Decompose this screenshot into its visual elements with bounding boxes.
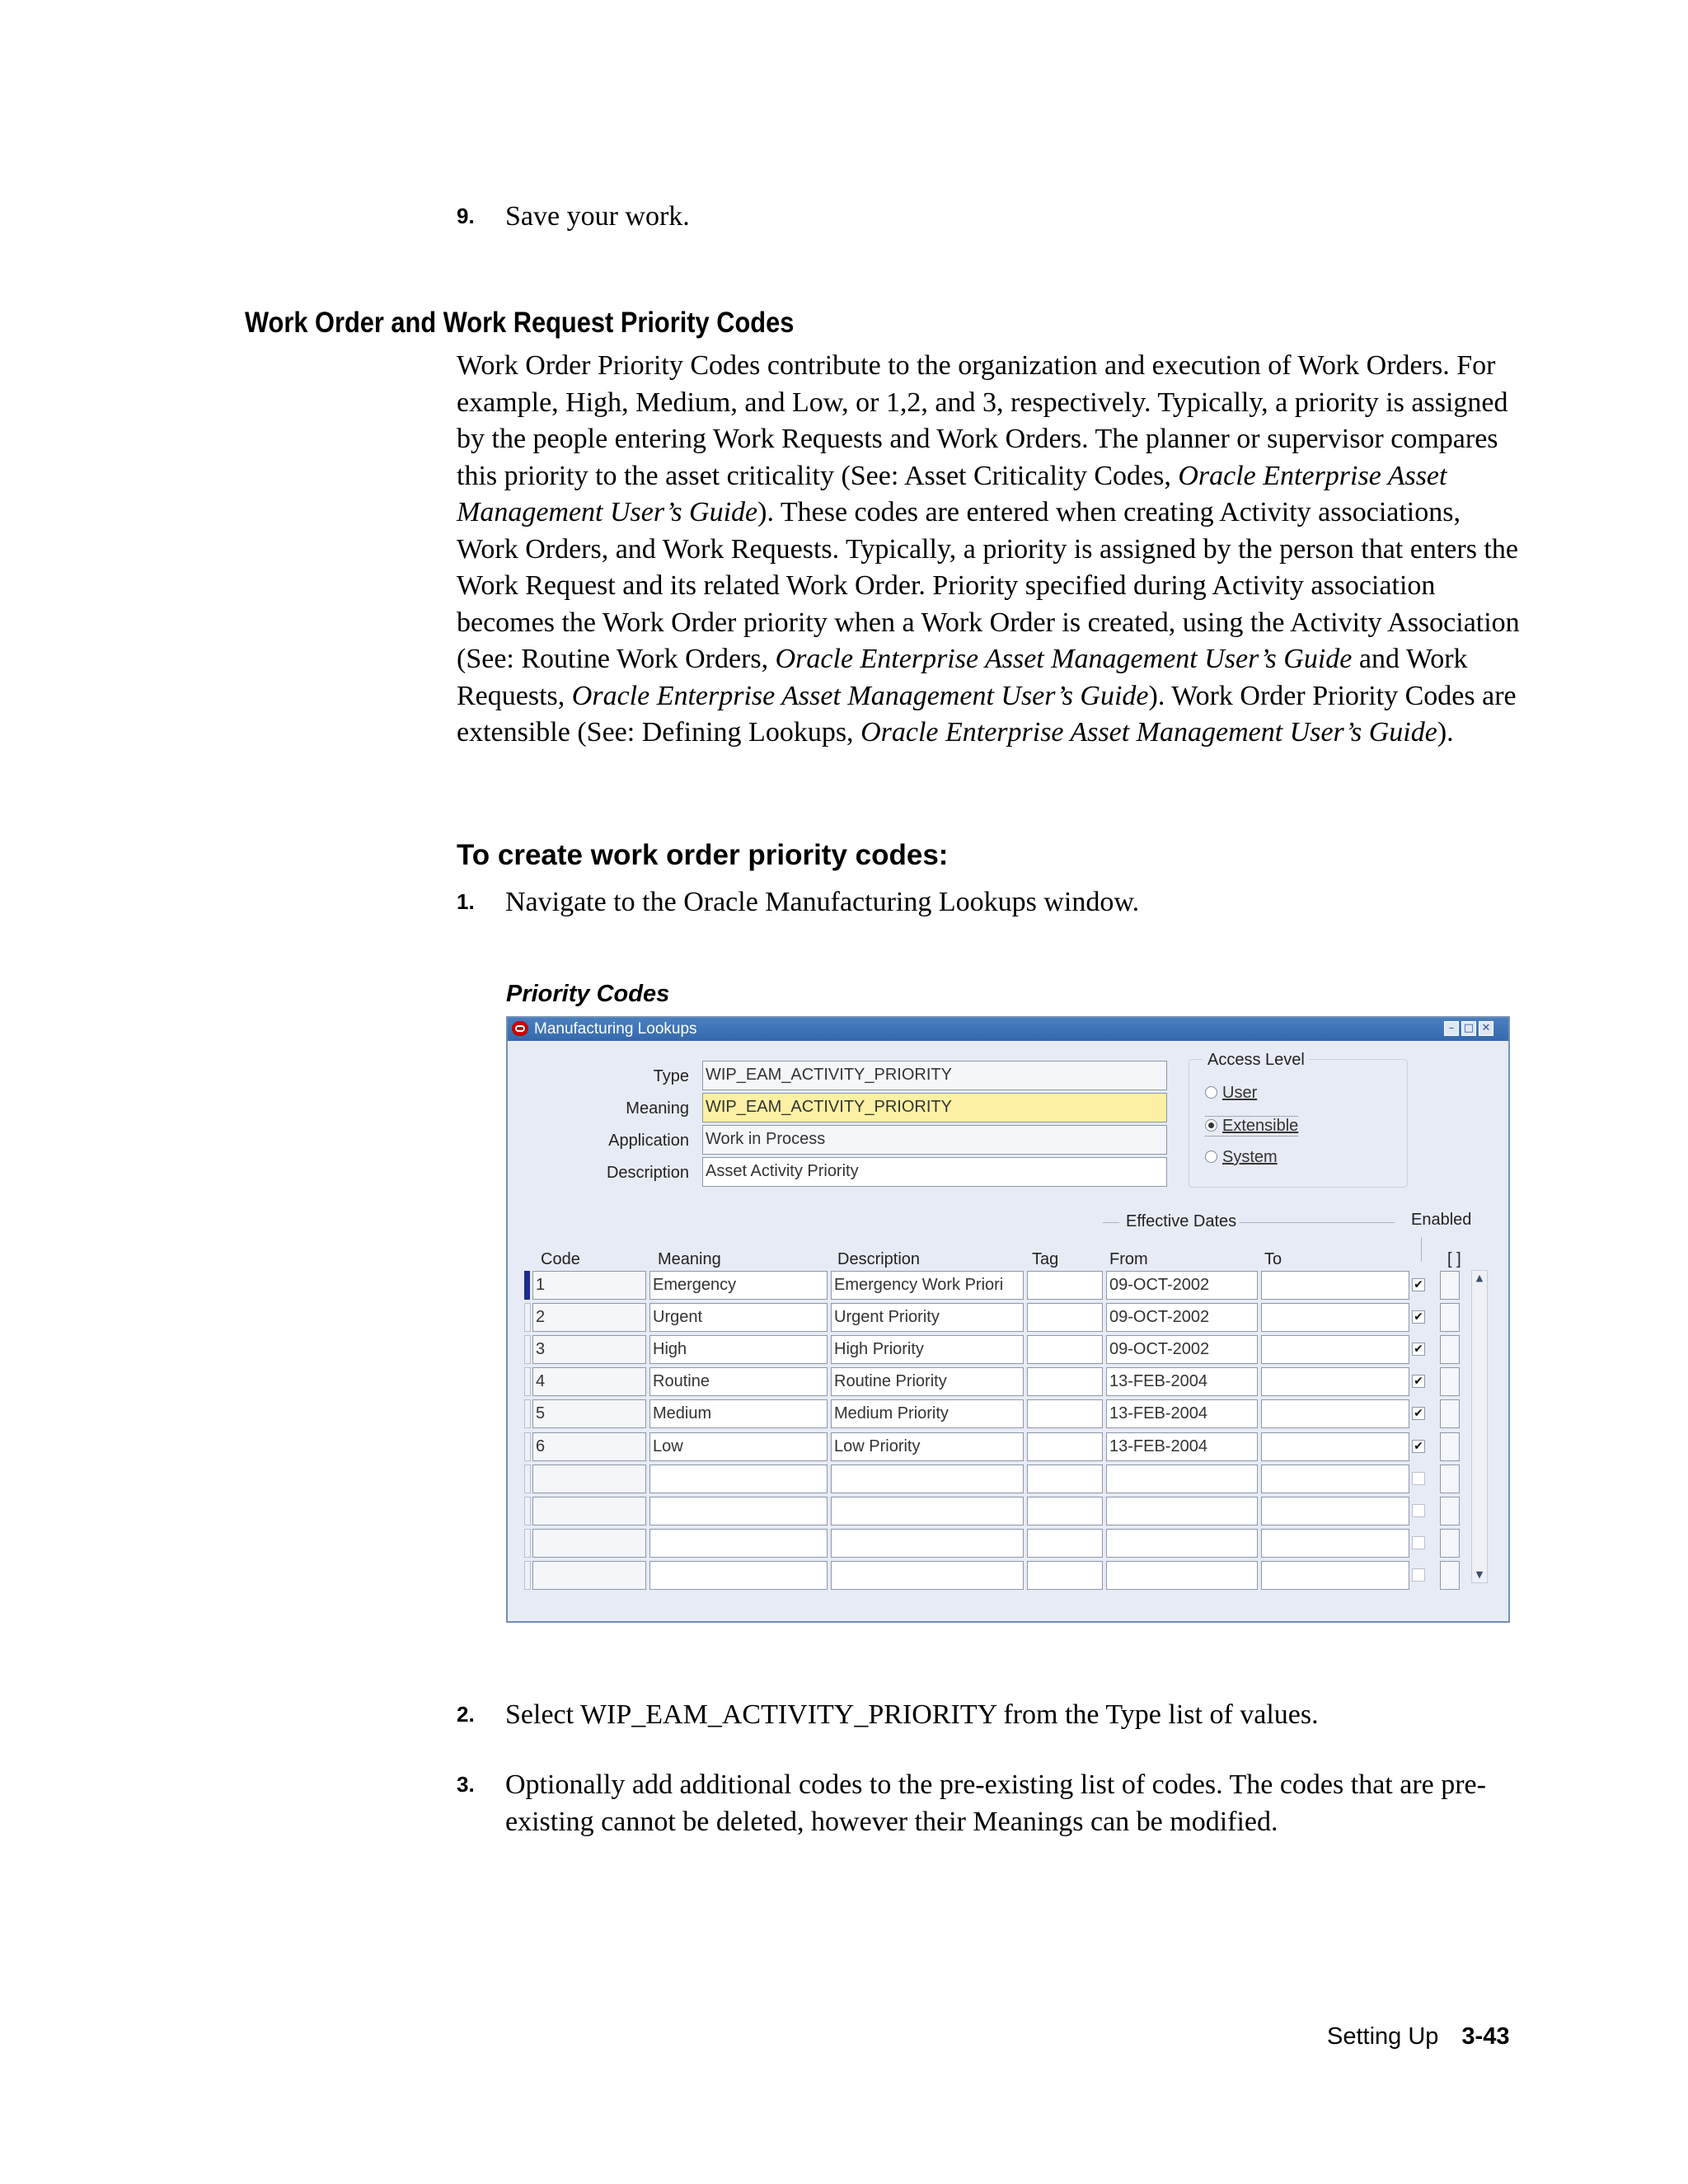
row-selector[interactable]	[524, 1399, 531, 1428]
cell-description[interactable]: Emergency Work Priori	[831, 1271, 1024, 1300]
description-field[interactable]: Asset Activity Priority	[702, 1157, 1167, 1187]
cell-code[interactable]: 1	[532, 1271, 646, 1300]
enabled-checkbox[interactable]	[1412, 1504, 1425, 1517]
cell-to[interactable]	[1261, 1432, 1409, 1461]
para-text: Work Order Priority Codes contribute to the organization and execution of Work Orders. For example, High, Medium, and Low, or 1,2, and 3, respectively. Typically, a priority is assigned by the people entering Work Requests and Work Orders. The planner or supervisor compares this priority to the asset criticality (See: Asset Criticality Codes,	[457, 350, 1508, 491]
step-text: Navigate to the Oracle Manufacturing Lookups window.	[505, 887, 1140, 917]
column-header-meaning: Meaning	[658, 1250, 721, 1268]
radio-system[interactable]	[1205, 1148, 1278, 1167]
folder-bracket[interactable]: [ ]	[1447, 1250, 1461, 1268]
cell-meaning[interactable]: Low	[649, 1432, 828, 1461]
row-selector[interactable]	[524, 1465, 531, 1493]
descriptive-flexfield-cell[interactable]	[1440, 1561, 1460, 1590]
divider	[1421, 1237, 1422, 1262]
cell-from[interactable]: 13-FEB-2004	[1106, 1399, 1258, 1428]
radio-label: User	[1222, 1084, 1258, 1102]
para-text: ).	[1437, 717, 1454, 748]
cell-code[interactable]	[532, 1529, 646, 1558]
cell-from[interactable]: 13-FEB-2004	[1106, 1432, 1258, 1461]
row-selector[interactable]	[524, 1432, 531, 1461]
cell-to[interactable]	[1261, 1465, 1409, 1493]
cell-meaning[interactable]: Urgent	[649, 1303, 828, 1332]
descriptive-flexfield-cell[interactable]	[1440, 1303, 1460, 1332]
enabled-checkbox[interactable]: ✔	[1412, 1407, 1425, 1420]
cell-code[interactable]: 5	[532, 1399, 646, 1428]
cell-to[interactable]	[1261, 1561, 1409, 1590]
enabled-checkbox[interactable]: ✔	[1412, 1310, 1425, 1324]
step-9	[0, 198, 1688, 235]
enabled-checkbox[interactable]: ✔	[1412, 1375, 1425, 1388]
cell-meaning[interactable]: High	[649, 1335, 828, 1364]
cell-code[interactable]: 6	[532, 1432, 646, 1461]
body-paragraph	[457, 348, 1520, 752]
effective-dates-label: Effective Dates	[1126, 1212, 1237, 1230]
radio-extensible[interactable]	[1205, 1116, 1298, 1137]
type-label: Type	[653, 1067, 689, 1085]
enabled-checkbox[interactable]: ✔	[1412, 1440, 1425, 1453]
application-label: Application	[608, 1132, 689, 1150]
cell-code[interactable]	[532, 1561, 646, 1590]
enabled-checkbox[interactable]: ✔	[1412, 1278, 1425, 1291]
step-text: Optionally add additional codes to the pre-existing list of codes. The codes that are pre-existing cannot be deleted, however their Meanings can be modified.	[505, 1769, 1486, 1837]
divider	[1103, 1222, 1119, 1223]
close-icon[interactable]: ✕	[1479, 1021, 1493, 1036]
cell-to[interactable]	[1261, 1303, 1409, 1332]
cell-code[interactable]	[532, 1497, 646, 1526]
cell-description[interactable]: Urgent Priority	[831, 1303, 1024, 1332]
procedure-heading: To create work order priority codes:	[457, 839, 949, 871]
descriptive-flexfield-cell[interactable]	[1440, 1529, 1460, 1558]
scroll-up-icon[interactable]: ▲	[1475, 1272, 1484, 1283]
cell-tag[interactable]	[1027, 1399, 1103, 1428]
guide-title: Oracle Enterprise Asset Management User’s Guide	[571, 680, 1149, 711]
type-field[interactable]: WIP_EAM_ACTIVITY_PRIORITY	[702, 1061, 1167, 1090]
manufacturing-lookups-window	[506, 1016, 1510, 1623]
radio-selected-icon	[1205, 1119, 1217, 1132]
guide-title: Oracle Enterprise Asset Management User’s Guide	[860, 717, 1437, 748]
divider	[1240, 1222, 1395, 1223]
step-2	[0, 1696, 1688, 1733]
access-level-title: Access Level	[1203, 1051, 1309, 1070]
step-3	[0, 1766, 1688, 1840]
cell-from[interactable]	[1106, 1529, 1258, 1558]
meaning-field[interactable]: WIP_EAM_ACTIVITY_PRIORITY	[702, 1093, 1167, 1122]
cell-code[interactable]	[532, 1465, 646, 1493]
cell-meaning[interactable]: Medium	[649, 1399, 828, 1428]
cell-description[interactable]: Low Priority	[831, 1432, 1024, 1461]
section-heading: Work Order and Work Request Priority Codes	[245, 307, 795, 339]
descriptive-flexfield-cell[interactable]	[1440, 1271, 1460, 1300]
window-title: Manufacturing Lookups	[534, 1020, 697, 1038]
row-selector[interactable]	[524, 1497, 531, 1526]
enabled-checkbox[interactable]	[1412, 1536, 1425, 1549]
step-number: 1.	[457, 889, 475, 914]
step-text: Select WIP_EAM_ACTIVITY_PRIORITY from the Type list of values.	[505, 1699, 1319, 1730]
para-text: ). These codes are entered when creating Activity associations, Work Orders, and Work Requests. Typically, a priority is assigned by the person that enters the Work Request and its related Work Order. Priority specified during Activity association becomes the Work Order priority when a Work Order is created, using the Activity Association (See: Routine Work Orders,	[457, 497, 1520, 674]
cell-from[interactable]: 09-OCT-2002	[1106, 1303, 1258, 1332]
row-selector[interactable]	[524, 1561, 531, 1590]
cell-from[interactable]: 09-OCT-2002	[1106, 1271, 1258, 1300]
guide-title: Oracle Enterprise Asset Management User’s Guide	[457, 460, 1447, 527]
step-number: 2.	[457, 1702, 475, 1727]
cell-meaning[interactable]	[649, 1529, 828, 1558]
column-header-tag: Tag	[1032, 1250, 1059, 1268]
descriptive-flexfield-cell[interactable]	[1440, 1497, 1460, 1526]
cell-tag[interactable]	[1027, 1432, 1103, 1461]
cell-tag[interactable]	[1027, 1303, 1103, 1332]
para-text: and Work Requests,	[457, 644, 1468, 711]
step-text: Save your work.	[505, 201, 690, 232]
page-number: 3-43	[1461, 2023, 1510, 2050]
descriptive-flexfield-cell[interactable]	[1440, 1432, 1460, 1461]
maximize-icon[interactable]: □	[1461, 1021, 1476, 1036]
radio-user[interactable]	[1205, 1084, 1257, 1103]
cell-description[interactable]: Routine Priority	[831, 1367, 1024, 1396]
cell-code[interactable]: 2	[532, 1303, 646, 1332]
cell-tag[interactable]	[1027, 1497, 1103, 1526]
cell-description[interactable]: Medium Priority	[831, 1399, 1024, 1428]
cell-tag[interactable]	[1027, 1367, 1103, 1396]
enabled-checkbox[interactable]: ✔	[1412, 1343, 1425, 1356]
footer-section: Setting Up	[1327, 2023, 1439, 2050]
cell-tag[interactable]	[1027, 1529, 1103, 1558]
cell-meaning[interactable]	[649, 1497, 828, 1526]
cell-to[interactable]	[1261, 1497, 1409, 1526]
row-selector[interactable]	[524, 1367, 531, 1396]
minimize-icon[interactable]: –	[1444, 1021, 1459, 1036]
radio-label: System	[1222, 1148, 1278, 1166]
scroll-down-icon[interactable]: ▼	[1475, 1569, 1484, 1580]
cell-from[interactable]	[1106, 1465, 1258, 1493]
row-selector[interactable]	[524, 1271, 530, 1300]
cell-to[interactable]	[1261, 1271, 1409, 1300]
window-titlebar	[508, 1018, 1508, 1041]
column-header-code: Code	[541, 1250, 580, 1268]
cell-from[interactable]: 09-OCT-2002	[1106, 1335, 1258, 1364]
cell-from[interactable]: 13-FEB-2004	[1106, 1367, 1258, 1396]
cell-description[interactable]: High Priority	[831, 1335, 1024, 1364]
descriptive-flexfield-cell[interactable]	[1440, 1367, 1460, 1396]
cell-tag[interactable]	[1027, 1465, 1103, 1493]
cell-to[interactable]	[1261, 1367, 1409, 1396]
cell-tag[interactable]	[1027, 1561, 1103, 1590]
row-selector[interactable]	[524, 1529, 531, 1558]
enabled-checkbox[interactable]	[1412, 1568, 1425, 1582]
oracle-logo-icon	[512, 1021, 528, 1036]
enabled-label: Enabled	[1411, 1211, 1472, 1229]
application-field[interactable]: Work in Process	[702, 1125, 1167, 1155]
cell-code[interactable]: 4	[532, 1367, 646, 1396]
cell-description[interactable]	[831, 1561, 1024, 1590]
cell-meaning[interactable]	[649, 1465, 828, 1493]
cell-description[interactable]	[831, 1497, 1024, 1526]
radio-label: Extensible	[1222, 1117, 1299, 1135]
descriptive-flexfield-cell[interactable]	[1440, 1335, 1460, 1364]
para-text: ). Work Order Priority Codes are extensible (See: Defining Lookups,	[457, 680, 1517, 748]
descriptive-flexfield-cell[interactable]	[1440, 1465, 1460, 1493]
cell-from[interactable]	[1106, 1497, 1258, 1526]
vertical-scrollbar[interactable]	[1471, 1270, 1488, 1583]
cell-description[interactable]	[831, 1529, 1024, 1558]
cell-code[interactable]: 3	[532, 1335, 646, 1364]
cell-meaning[interactable]: Routine	[649, 1367, 828, 1396]
enabled-checkbox[interactable]	[1412, 1472, 1425, 1485]
cell-tag[interactable]	[1027, 1271, 1103, 1300]
radio-button-icon	[1205, 1151, 1217, 1163]
column-header-to: To	[1264, 1250, 1282, 1268]
cell-meaning[interactable]: Emergency	[649, 1271, 828, 1300]
page-footer	[1327, 2023, 1509, 2050]
radio-button-icon	[1205, 1086, 1217, 1099]
meaning-label: Meaning	[626, 1099, 689, 1118]
step-1	[0, 883, 1688, 921]
guide-title: Oracle Enterprise Asset Management User’s Guide	[775, 644, 1353, 674]
description-label: Description	[606, 1164, 689, 1182]
figure-caption: Priority Codes	[506, 981, 670, 1007]
column-header-description: Description	[837, 1250, 921, 1268]
cell-description[interactable]	[831, 1465, 1024, 1493]
row-selector[interactable]	[524, 1335, 531, 1364]
descriptive-flexfield-cell[interactable]	[1440, 1399, 1460, 1428]
step-number: 9.	[457, 204, 475, 228]
cell-to[interactable]	[1261, 1399, 1409, 1428]
cell-from[interactable]	[1106, 1561, 1258, 1590]
cell-to[interactable]	[1261, 1335, 1409, 1364]
cell-tag[interactable]	[1027, 1335, 1103, 1364]
cell-meaning[interactable]	[649, 1561, 828, 1590]
step-number: 3.	[457, 1772, 475, 1797]
column-header-from: From	[1109, 1250, 1148, 1268]
row-selector[interactable]	[524, 1303, 531, 1332]
cell-to[interactable]	[1261, 1529, 1409, 1558]
